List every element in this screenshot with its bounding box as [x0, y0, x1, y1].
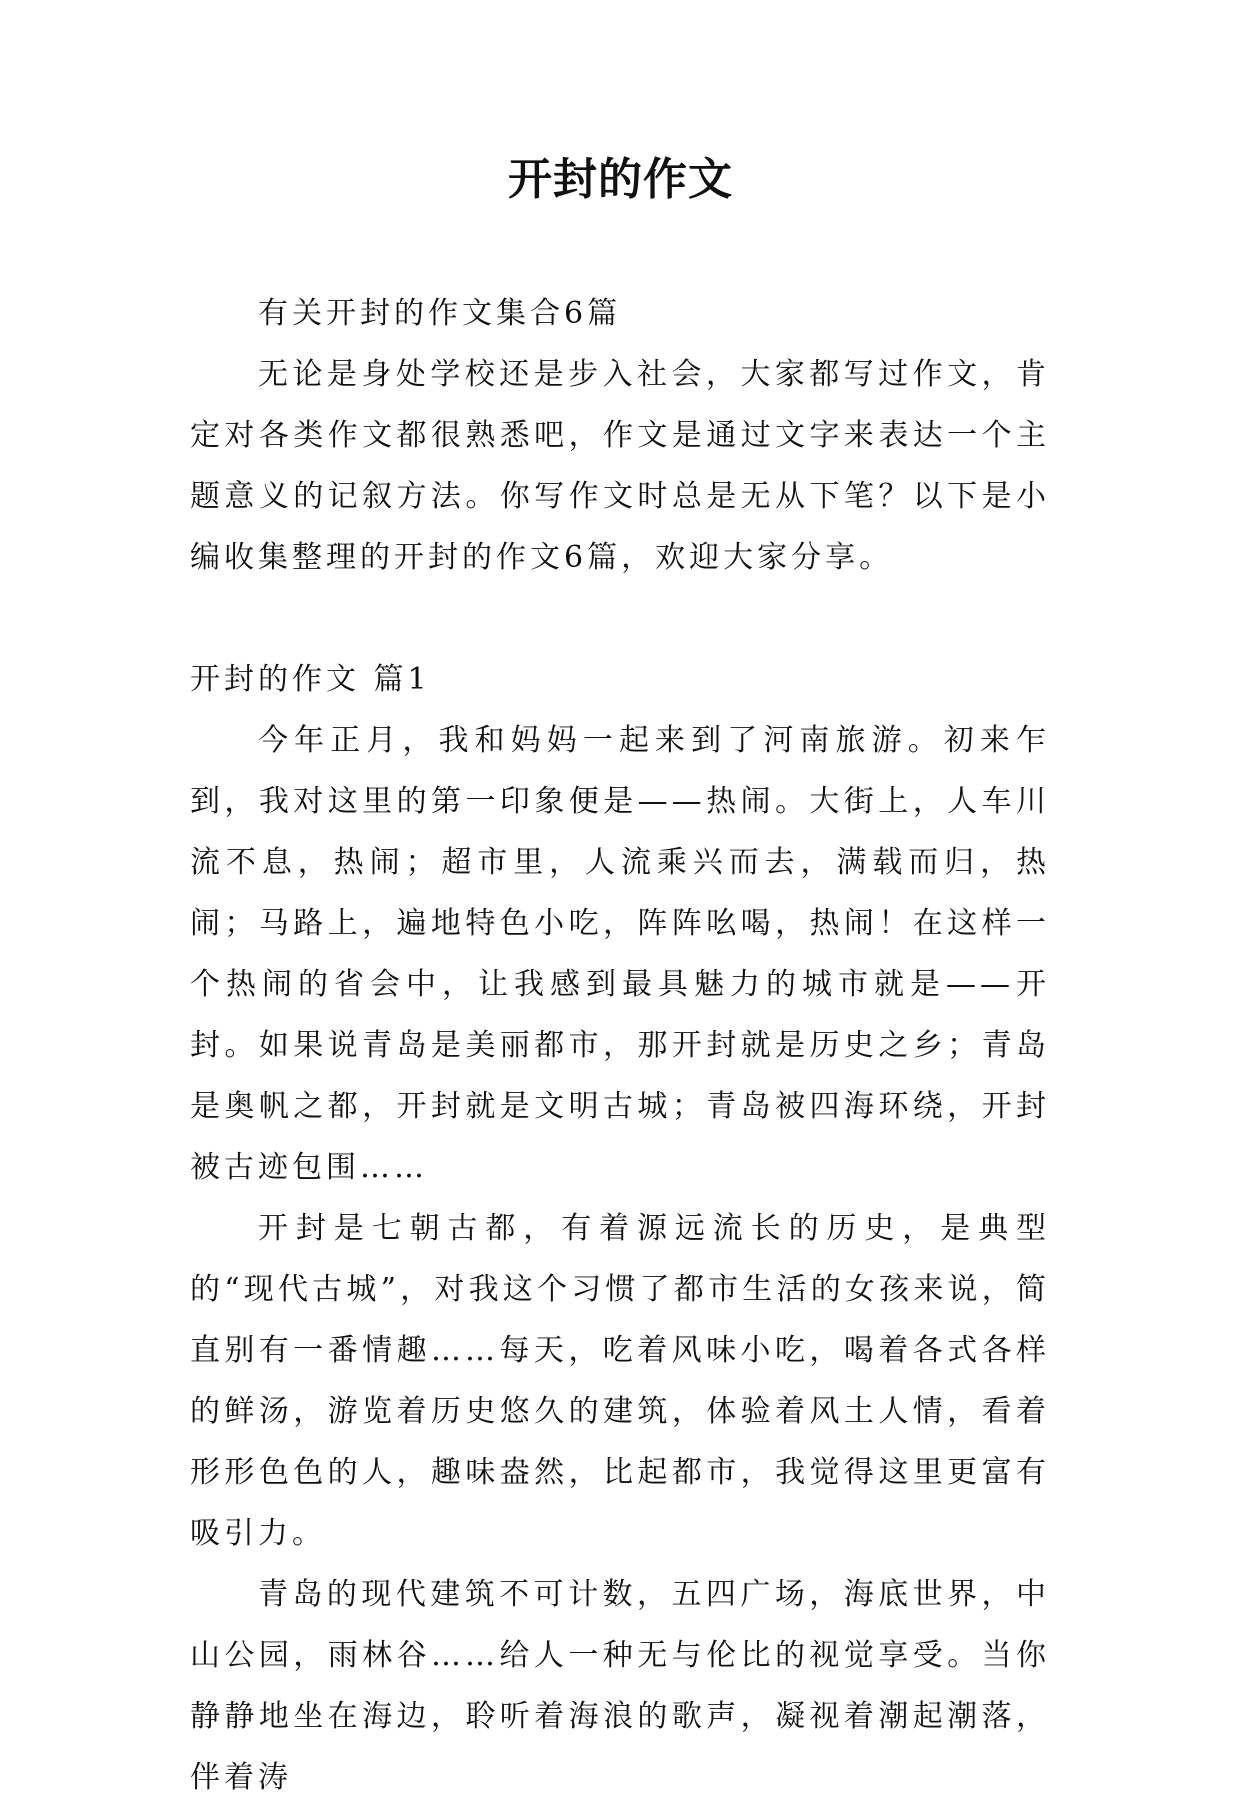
section-spacer — [190, 588, 1050, 649]
intro-heading: 有关开封的作文集合6篇 — [258, 296, 622, 331]
section-heading: 开封的作文 篇1 — [190, 662, 431, 697]
document-body — [190, 283, 1050, 1808]
article-paragraph-1: 今年正月，我和妈妈一起来到了河南旅游。初来乍到，我对这里的第一印象便是——热闹。大街上，人车川流不息，热闹；超市里，人流乘兴而去，满载而归，热闹；马路上，遍地特色小吃，阵阵吆喝，热闹！在这样一个热闹的省会中，让我感到最具魅力的城市就是——开封。如果说青岛是美丽都市，那开封就是历史之乡；青岛是奥帆之都，开封就是文明古城；青岛被四海环绕，开封被古迹包围…… — [190, 723, 1050, 1185]
article-paragraph-3: 青岛的现代建筑不可计数，五四广场，海底世界，中山公园，雨林谷……给人一种无与伦比的视觉享受。当你静静地坐在海边，聆听着海浪的歌声，凝视着潮起潮落，伴着涛 — [190, 1577, 1050, 1795]
document-title: 开封的作文 — [508, 154, 733, 205]
intro-paragraph: 无论是身处学校还是步入社会，大家都写过作文，肯定对各类作文都很熟悉吧，作文是通过文字来表达一个主题意义的记叙方法。你写作文时总是无从下笔？以下是小编收集整理的开封的作文6篇，欢迎大家分享。 — [190, 357, 1050, 575]
article-paragraph-2: 开封是七朝古都，有着源远流长的历史，是典型的“现代古城”，对我这个习惯了都市生活的女孩来说，简直别有一番情趣……每天，吃着风味小吃，喝着各式各样的鲜汤，游览着历史悠久的建筑，体验着风土人情，看着形形色色的人，趣味盎然，比起都市，我觉得这里更富有吸引力。 — [190, 1211, 1050, 1551]
